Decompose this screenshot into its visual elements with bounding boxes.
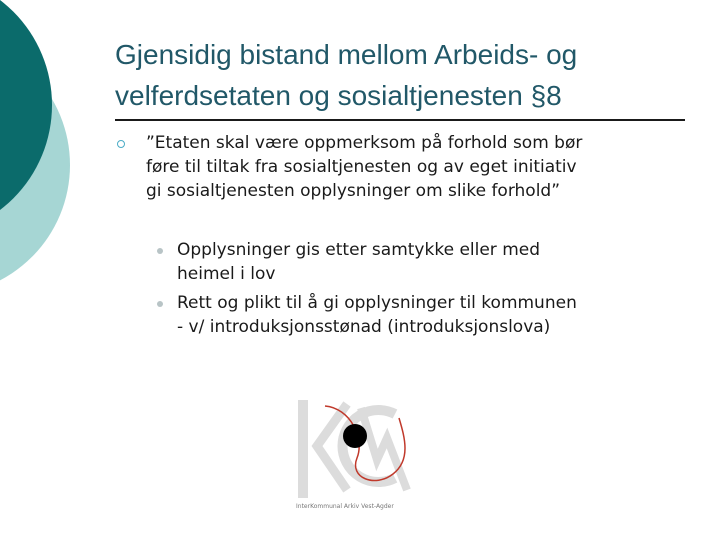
- decorative-circles: [0, 0, 80, 300]
- slide-title: [115, 34, 695, 116]
- bullet-dot-icon: [157, 248, 163, 254]
- sub-bullet-text: [177, 238, 697, 286]
- sub-bullet-text: [177, 291, 697, 339]
- sub-bullet-line: Opplysninger gis etter samtykke eller med: [177, 240, 541, 260]
- title-line: Gjensidig bistand mellom Arbeids- og: [115, 39, 578, 70]
- logo-black-dot: [343, 424, 367, 448]
- bullet-dot-icon: [157, 301, 163, 307]
- quote-line: gi sosialtjenesten opplysninger om slike forhold”: [146, 181, 561, 201]
- title-divider: [115, 119, 685, 121]
- quote-line: føre til tiltak fra sosialtjenesten og av eget initiativ: [146, 157, 577, 177]
- quote-text: [146, 131, 706, 203]
- sub-bullet-line: Rett og plikt til å gi opplysninger til kommunen: [177, 293, 577, 313]
- hollow-circle-bullet-icon: [117, 140, 125, 148]
- title-line: velferdsetaten og sosialtjenesten §8: [115, 80, 562, 111]
- ika-logo: [295, 398, 415, 512]
- sub-bullet-line: heimel i lov: [177, 264, 276, 284]
- logo-caption: InterKommunal Arkiv Vest-Agder: [296, 503, 394, 510]
- quote-line: ”Etaten skal være oppmerksom på forhold som bør: [146, 133, 583, 153]
- sub-bullet-line: - v/ introduksjonsstønad (introduksjonslova): [177, 317, 551, 337]
